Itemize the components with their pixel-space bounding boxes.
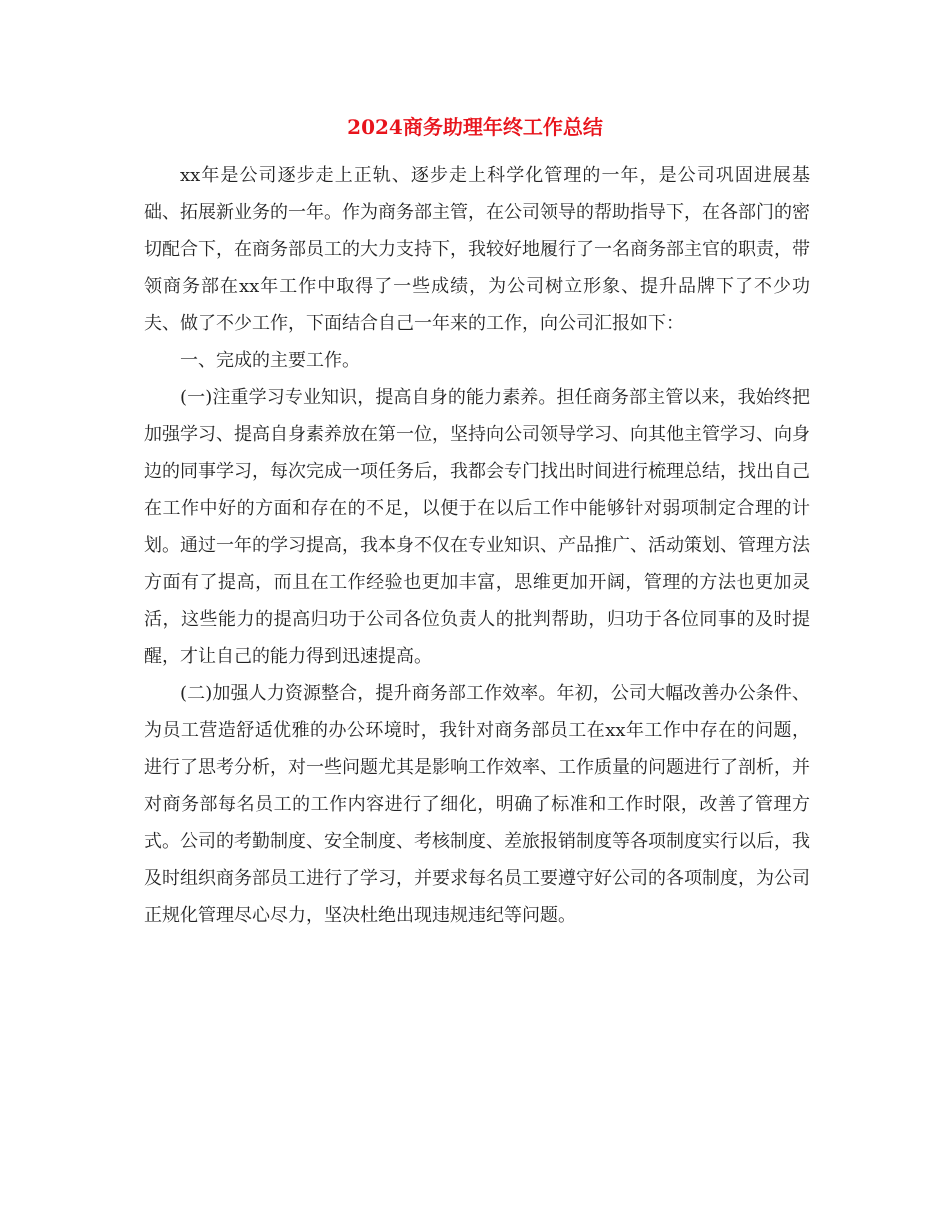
document-body	[144, 157, 810, 934]
paragraph-intro: xx年是公司逐步走上正轨、逐步走上科学化管理的一年，是公司巩固进展基础、拓展新业务的一年。作为商务部主管，在公司领导的帮助指导下，在各部门的密切配合下，在商务部员工的大力支持下，我较好地履行了一名商务部主官的职责，带领商务部在xx年工作中取得了一些成绩，为公司树立形象、提升品牌下了不少功夫、做了不少工作，下面结合自己一年来的工作，向公司汇报如下：	[144, 165, 810, 334]
section-heading-main-work: 一、完成的主要工作。	[180, 350, 360, 371]
paragraph-study: (一)注重学习专业知识，提高自身的能力素养。担任商务部主管以来，我始终把加强学习、提高自身素养放在第一位，坚持向公司领导学习、向其他主管学习、向身边的同事学习，每次完成一项任务后，我都会专门找出时间进行梳理总结，找出自己在工作中好的方面和存在的不足，以便于在以后工作中能够针对弱项制定合理的计划。通过一年的学习提高，我本身不仅在专业知识、产品推广、活动策划、管理方法方面有了提高，而且在工作经验也更加丰富，思维更加开阔，管理的方法也更加灵活，这些能力的提高归功于公司各位负责人的批判帮助，归功于各位同事的及时提醒，才让自己的能力得到迅速提高。	[144, 387, 810, 667]
document-title: 2024商务助理年终工作总结	[347, 115, 603, 139]
paragraph-hr: (二)加强人力资源整合，提升商务部工作效率。年初，公司大幅改善办公条件、为员工营造舒适优雅的办公环境时，我针对商务部员工在xx年工作中存在的问题，进行了思考分析，对一些问题尤其是影响工作效率、工作质量的问题进行了剖析，并对商务部每名员工的工作内容进行了细化，明确了标准和工作时限，改善了管理方式。公司的考勤制度、安全制度、考核制度、差旅报销制度等各项制度实行以后，我及时组织商务部员工进行了学习，并要求每名员工要遵守好公司的各项制度，为公司正规化管理尽心尽力，坚决杜绝出现违规违纪等问题。	[144, 683, 810, 926]
